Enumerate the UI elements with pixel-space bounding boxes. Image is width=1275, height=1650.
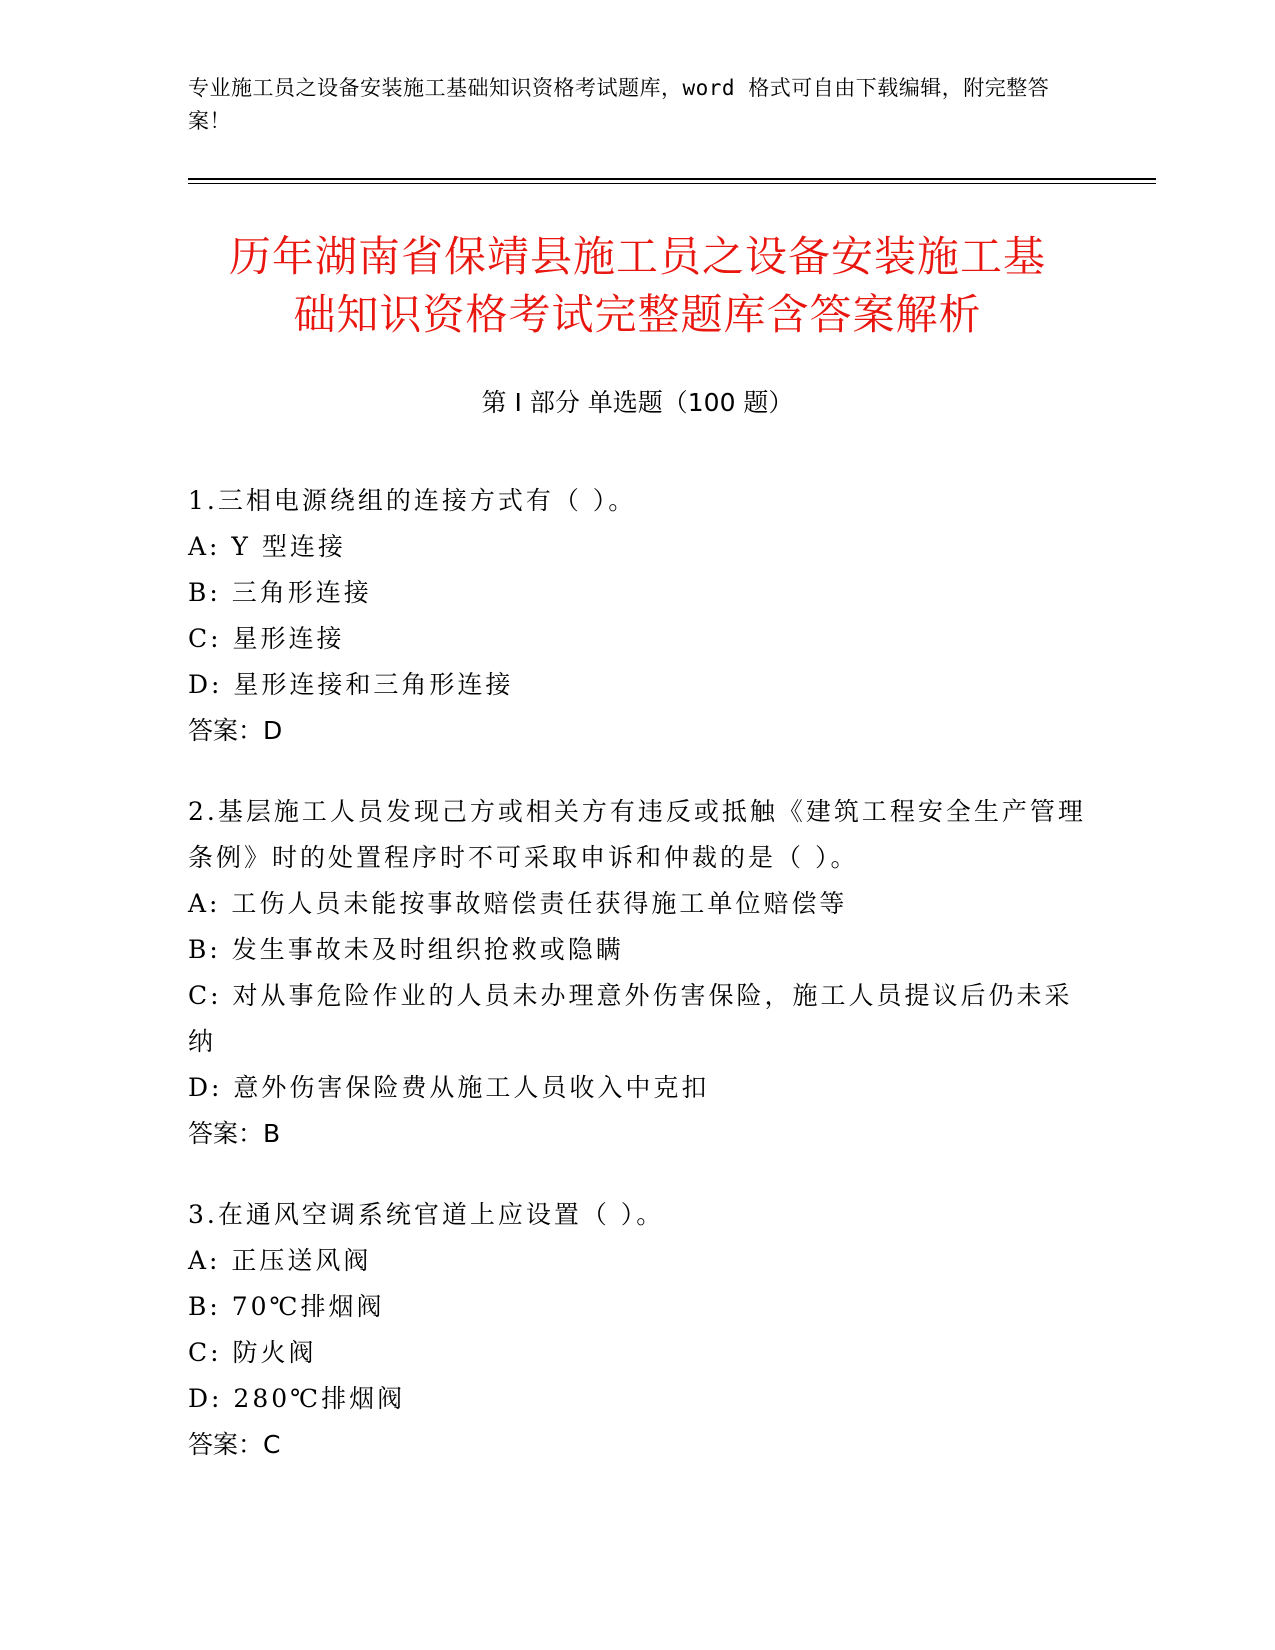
option-c: C: 星形连接 [188, 624, 345, 653]
question-3 [188, 1192, 1088, 1468]
option-d: D: 意外伤害保险费从施工人员收入中克扣 [188, 1073, 710, 1102]
header-note: 专业施工员之设备安装施工基础知识资格考试题库，word 格式可自由下载编辑，附完整答案！ [188, 76, 1050, 133]
document-title [160, 228, 1115, 344]
document-title-line-2: 础知识资格考试完整题库含答案解析 [293, 290, 982, 339]
option-d: D: 280℃排烟阀 [188, 1384, 406, 1413]
answer: 答案：B [188, 1119, 281, 1148]
question-1 [188, 478, 1088, 754]
question-2 [188, 789, 1088, 1157]
option-c: C: 防火阀 [188, 1338, 317, 1367]
option-b: B: 三角形连接 [188, 578, 372, 607]
section-title: 第 I 部分 单选题（100 题） [481, 388, 794, 417]
answer: 答案：D [188, 716, 283, 745]
question-stem: 1.三相电源绕组的连接方式有（ ）。 [188, 486, 637, 515]
question-list [188, 478, 1088, 1503]
question-stem: 2.基层施工人员发现己方或相关方有违反或抵触《建筑工程安全生产管理条例》时的处置程序时不可采取申诉和仲裁的是（ ）。 [188, 797, 1086, 872]
answer: 答案：C [188, 1430, 281, 1459]
option-a: A: 正压送风阀 [188, 1246, 372, 1275]
option-b: B: 70℃排烟阀 [188, 1292, 385, 1321]
document-title-line-1: 历年湖南省保靖县施工员之设备安装施工基 [228, 232, 1046, 281]
option-d: D: 星形连接和三角形连接 [188, 670, 514, 699]
option-a: A: 工伤人员未能按事故赔偿责任获得施工单位赔偿等 [188, 889, 848, 918]
header-rule-thin [188, 183, 1156, 184]
option-b: B: 发生事故未及时组织抢救或隐瞒 [188, 935, 624, 964]
question-stem: 3.在通风空调系统官道上应设置（ ）。 [188, 1200, 665, 1229]
option-a: A: Y 型连接 [188, 532, 346, 561]
option-c: C: 对从事危险作业的人员未办理意外伤害保险，施工人员提议后仍未采纳 [188, 981, 1073, 1056]
header-rule-thick [188, 178, 1156, 180]
